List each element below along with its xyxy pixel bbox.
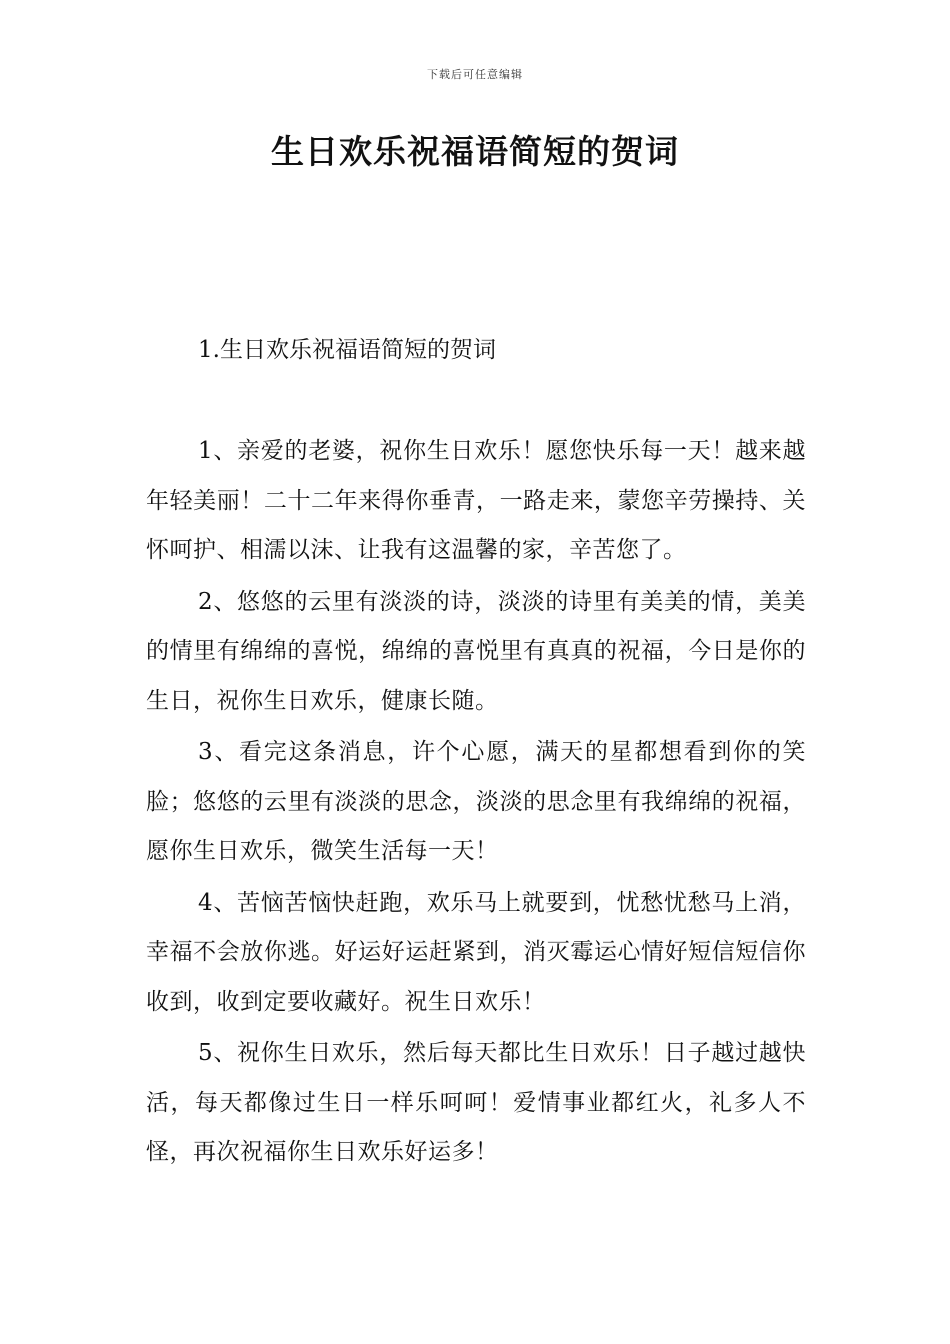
- header-note: 下载后可任意编辑: [427, 68, 523, 81]
- paragraph-2: 2、悠悠的云里有淡淡的诗，淡淡的诗里有美美的情，美美的情里有绵绵的喜悦，绵绵的喜悦里有真真的祝福，今日是你的生日，祝你生日欢乐，健康长随。: [146, 588, 806, 714]
- paragraph-1: 1、亲爱的老婆，祝你生日欢乐！愿您快乐每一天！越来越年轻美丽！二十二年来得你垂青，一路走来，蒙您辛劳操持、关怀呵护、相濡以沫、让我有这温馨的家，辛苦您了。: [146, 438, 806, 563]
- page-title: 生日欢乐祝福语简短的贺词: [271, 132, 679, 171]
- paragraph-5: 5、祝你生日欢乐，然后每天都比生日欢乐！日子越过越快活，每天都像过生日一样乐呵呵！爱情事业都红火，礼多人不怪，再次祝福你生日欢乐好运多！: [146, 1040, 806, 1165]
- section-heading: 1.生日欢乐祝福语简短的贺词: [198, 337, 496, 363]
- paragraph-4: 4、苦恼苦恼快赶跑，欢乐马上就要到，忧愁忧愁马上消，幸福不会放你逃。好运好运赶紧到，消灭霉运心情好短信短信你收到，收到定要收藏好。祝生日欢乐！: [146, 889, 806, 1015]
- document-body: [146, 427, 806, 1180]
- paragraph-3: 3、看完这条消息，许个心愿，满天的星都想看到你的笑脸；悠悠的云里有淡淡的思念，淡淡的思念里有我绵绵的祝福，愿你生日欢乐，微笑生活每一天！: [146, 739, 806, 864]
